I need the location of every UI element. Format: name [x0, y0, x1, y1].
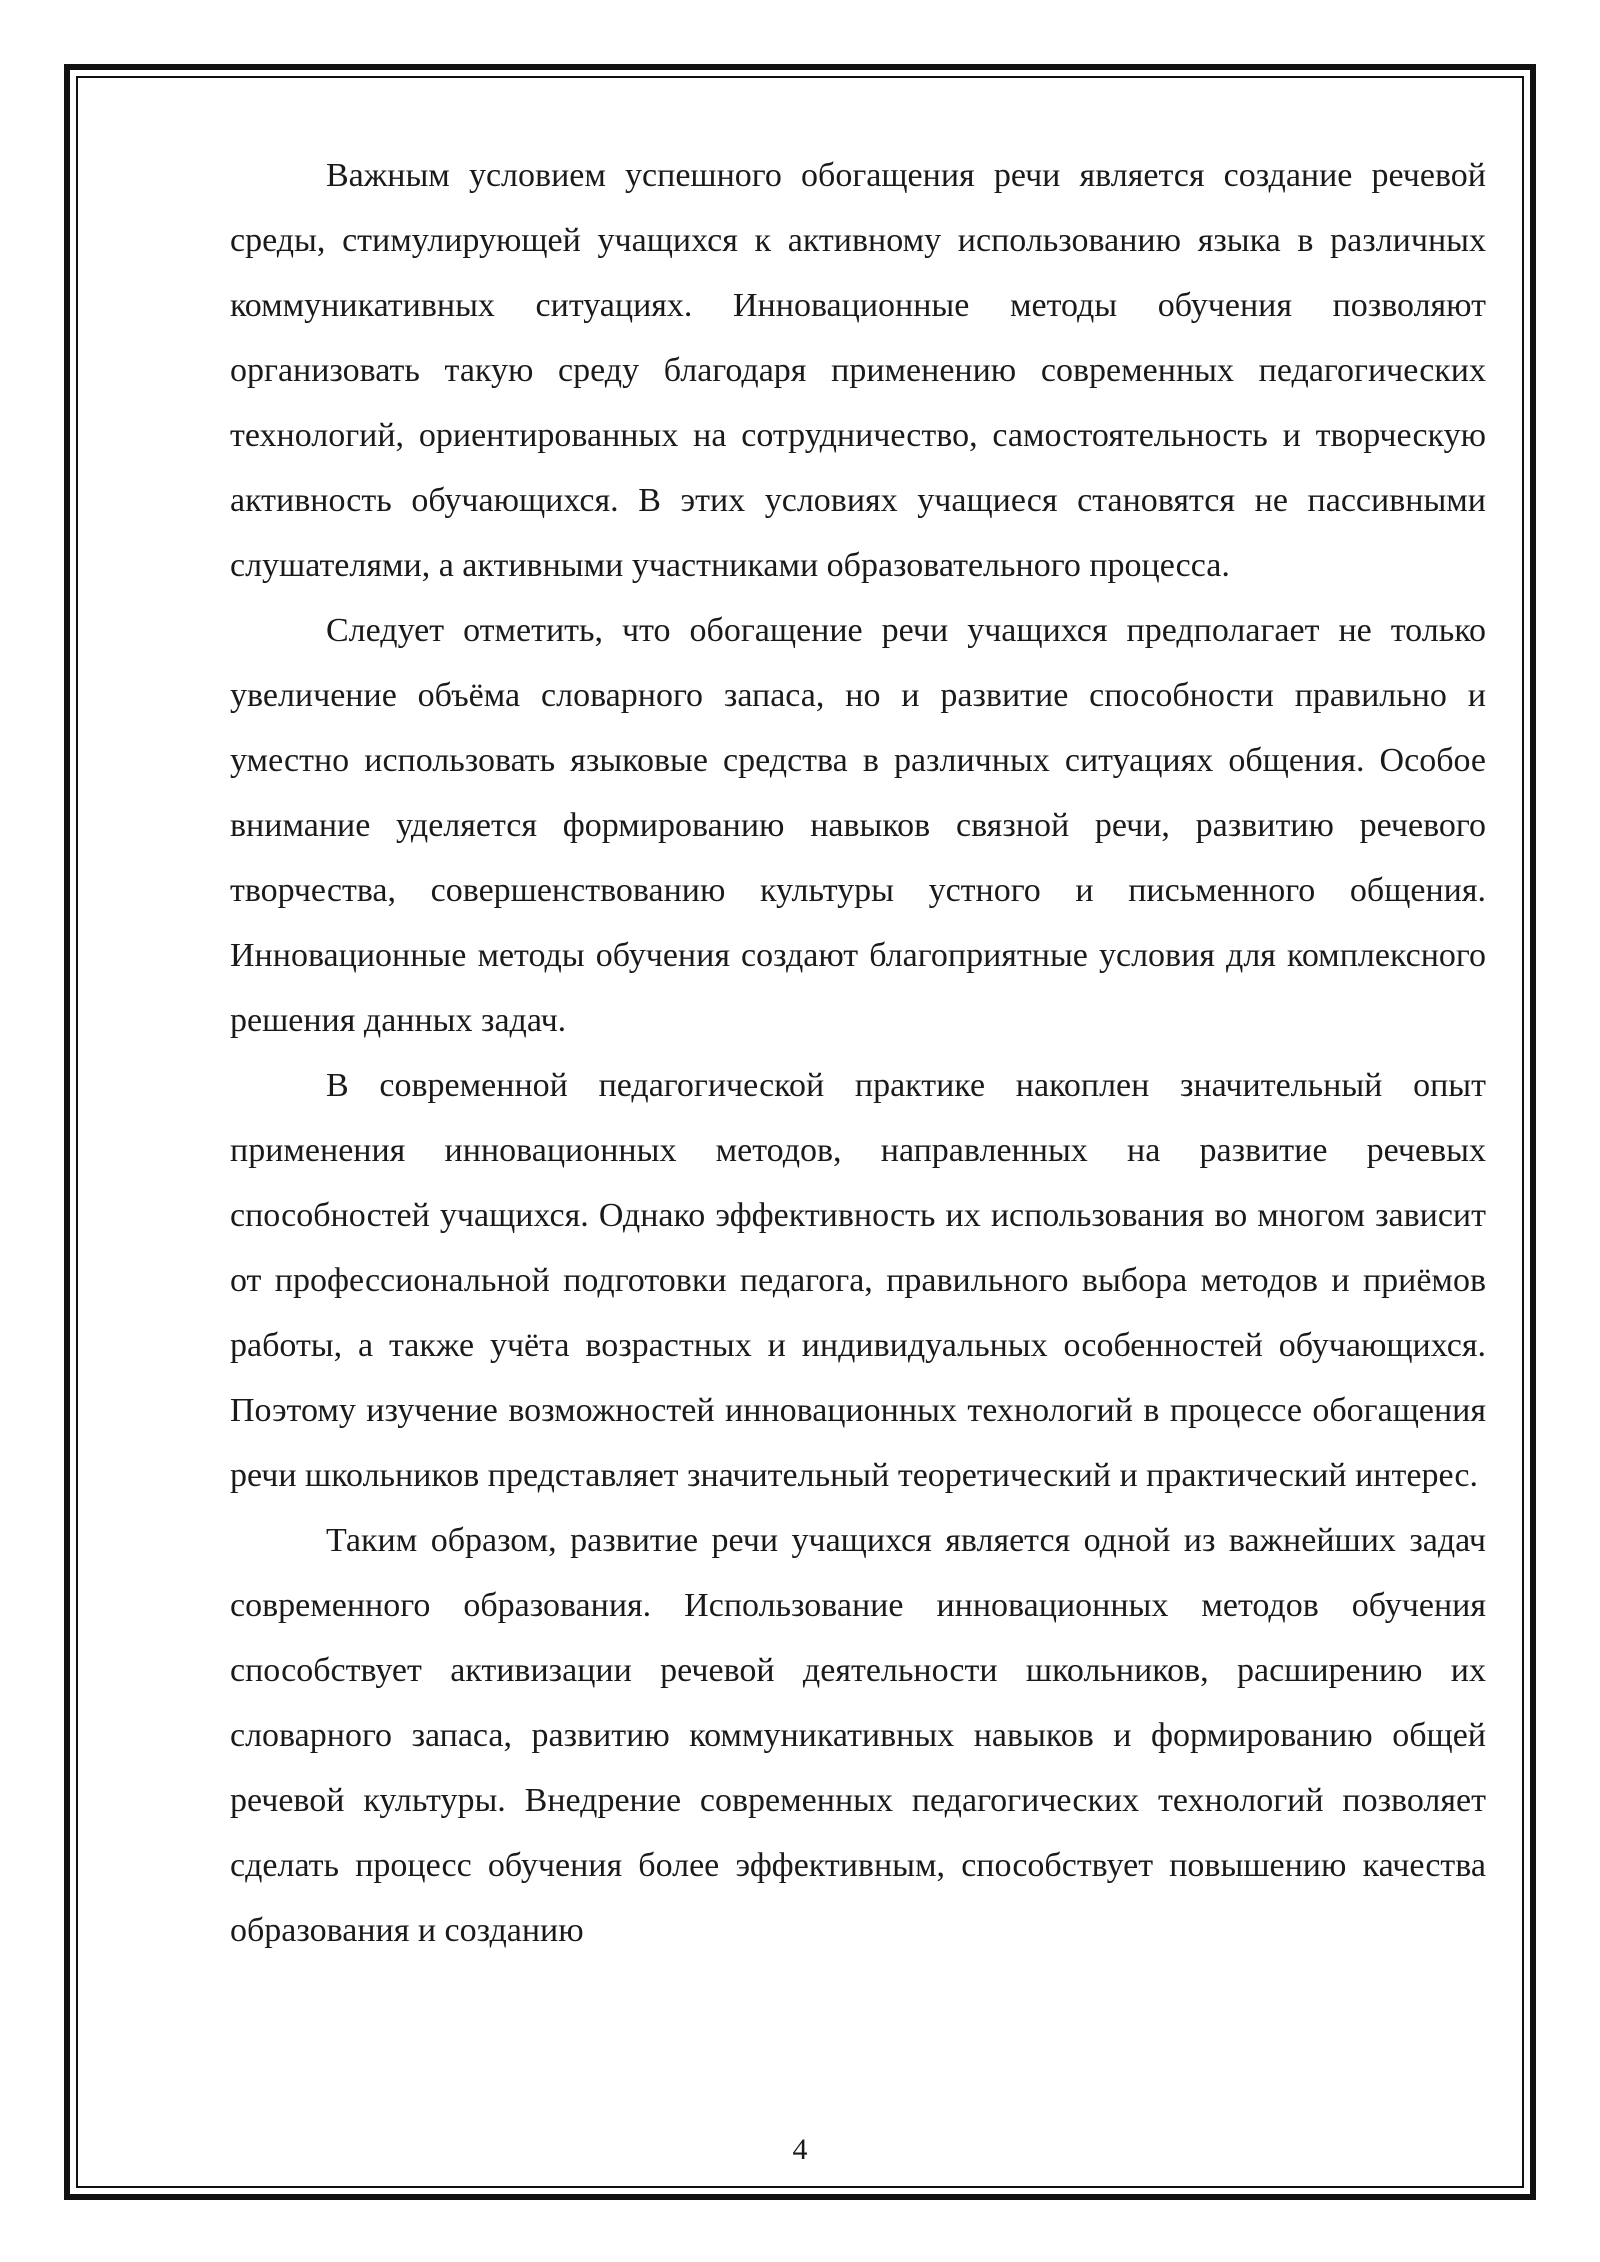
- paragraph-1: Важным условием успешного обогащения речи является создание речевой среды, стимулирующей учащихся к активному использованию языка в различных коммуникативных ситуациях. Инновационные методы обучения позволяют организовать такую среду благодаря применению современных педагогических технологий, ориентированных на сотрудничество, самостоятельность и творческую активность обучающихся. В этих условиях учащиеся становятся не пассивными слушателями, а активными участниками образовательного процесса.: [230, 157, 1486, 584]
- paragraph-4: Таким образом, развитие речи учащихся является одной из важнейших задач современного образования. Использование инновационных методов обучения способствует активизации речевой деятельности школьников, расширению их словарного запаса, развитию коммуникативных навыков и формированию общей речевой культуры. Внедрение современных педагогических технологий позволяет сделать процесс обучения более эффективным, способствует повышению качества образования и созданию: [230, 1522, 1486, 1949]
- paragraph-2: Следует отметить, что обогащение речи учащихся предполагает не только увеличение объёма словарного запаса, но и развитие способности правильно и уместно использовать языковые средства в различных ситуациях общения. Особое внимание уделяется формированию навыков связной речи, развитию речевого творчества, совершенствованию культуры устного и письменного общения. Инновационные методы обучения создают благоприятные условия для комплексного решения данных задач.: [230, 612, 1486, 1039]
- document-body: [230, 143, 1486, 1963]
- paragraph-3: В современной педагогической практике накоплен значительный опыт применения инновационных методов, направленных на развитие речевых способностей учащихся. Однако эффективность их использования во многом зависит от профессиональной подготовки педагога, правильного выбора методов и приёмов работы, а также учёта возрастных и индивидуальных особенностей обучающихся. Поэтому изучение возможностей инновационных технологий в процессе обогащения речи школьников представляет значительный теоретический и практический интерес.: [230, 1067, 1486, 1494]
- page-number: 4: [792, 2133, 808, 2166]
